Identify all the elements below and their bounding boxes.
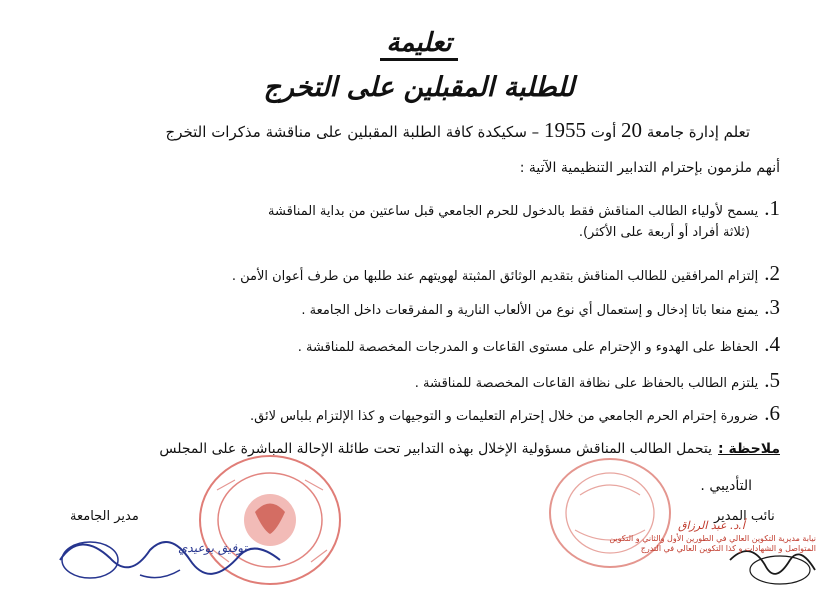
rule-item: 6.ضرورة إحترام الحرم الجامعي من خلال إحترام التعليمات و التوجيهات و كذا الإلتزام بلباس لائق.: [250, 401, 780, 425]
director-signature: [40, 520, 300, 596]
signature-title-right: نائب المدير: [714, 509, 775, 524]
document-subtitle: للطلبة المقبلين على التخرج: [263, 72, 575, 103]
rule-item: 2.إلتزام المرافقين للطالب المناقش بتقديم الوثائق المثبتة لهويتهم عند طلبها من طرف أعوان الأمن .: [231, 261, 780, 285]
stamp-name-right: أ.د. عبد الرزاق: [678, 519, 745, 532]
intro-paragraph: تعلم إدارة جامعة 20 أوت 1955 – سكيكدة كافة الطلبة المقبلين على مناقشة مذكرات التخرج: [165, 118, 750, 142]
signature-title-left: مدير الجامعة: [70, 509, 139, 524]
rule-item: 1.يسمح لأولياء الطالب المناقش فقط بالدخول للحرم الجامعي قبل ساعتين من بداية المناقشة (ثلاثة أفراد أو أربعة على الأكثر).: [268, 196, 780, 240]
rule-item: 4.الحفاظ على الهدوء و الإحترام على مستوى القاعات و المدرجات المخصصة للمناقشة .: [297, 332, 780, 356]
stamp-text-right: نيابة مديرية التكوين العالي في الطورين الأول والثاني و التكوين المتواصل و الشهادات و كذا التكوين العالي في التدرج: [609, 534, 816, 553]
note-label: ملاحظة :: [718, 441, 780, 457]
lead-sentence: أنهم ملزمون بإحترام التدابير التنظيمية الآتية :: [519, 160, 780, 176]
rule-item: 3.يمنع منعا باتا إدخال و إستعمال أي نوع من الألعاب النارية و المفرقعات داخل الجامعة .: [301, 295, 780, 319]
note-continuation: التأديبي .: [700, 478, 752, 494]
vice-director-seal: [545, 455, 675, 575]
rule-item: 5.يلتزم الطالب بالحفاظ على نظافة القاعات المخصصة للمناقشة .: [414, 368, 780, 392]
note-paragraph: ملاحظة :يتحمل الطالب المناقش مسؤولية الإخلال بهذه التدابير تحت طائلة الإحالة المباشرة على المجلس: [159, 441, 780, 457]
document-title: تعليمة: [0, 28, 838, 58]
stamp-name-left: توفيق بوعيدي: [178, 541, 247, 555]
